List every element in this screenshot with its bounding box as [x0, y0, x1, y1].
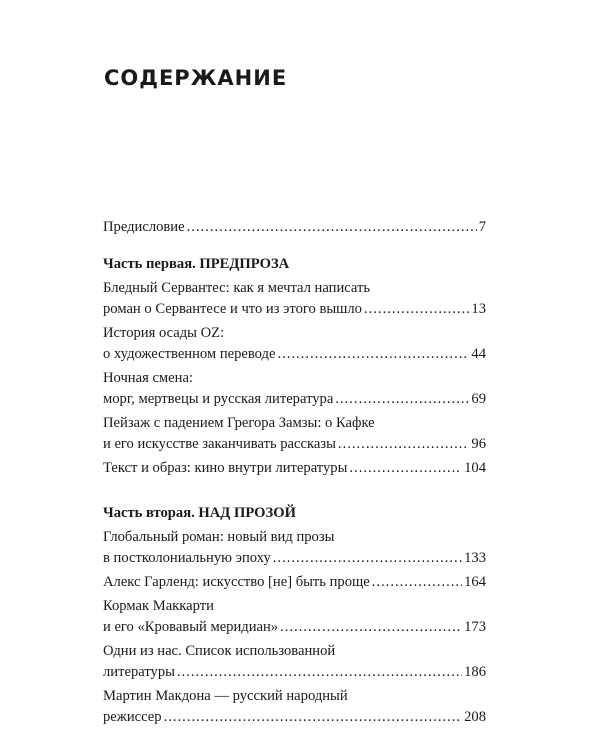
toc-entry-title-line: Кормак Маккарти [103, 598, 214, 614]
dot-leader [349, 458, 462, 479]
page-number: 96 [471, 436, 486, 452]
toc-entry[interactable] [103, 413, 486, 455]
toc-entry-title-line: Алекс Гарленд: искусство [не] быть проще [103, 574, 370, 590]
toc-entry-title-line: Ночная смена: [103, 370, 193, 386]
page-number: 13 [471, 301, 486, 317]
page-title: СОДЕРЖАНИЕ [104, 66, 288, 90]
toc-entry-title-line: режиссер [103, 709, 162, 725]
toc-entry[interactable] [103, 641, 486, 683]
toc-entry-title-line: о художественном переводе [103, 346, 276, 362]
table-of-contents [103, 217, 486, 731]
toc-entry-title-line: Глобальный роман: новый вид прозы [103, 529, 335, 545]
toc-entry-title-line: Мартин Макдона — русский народный [103, 688, 348, 704]
toc-entry[interactable] [103, 572, 486, 593]
toc-entry[interactable] [103, 596, 486, 638]
toc-entry-title-line: и его искусстве заканчивать рассказы [103, 436, 336, 452]
dot-leader [187, 217, 477, 238]
toc-entry[interactable] [103, 368, 486, 410]
toc-entry[interactable] [103, 686, 486, 728]
page-number: 208 [464, 709, 486, 725]
part-heading-1: Часть первая. ПРЕДПРОЗА [103, 256, 290, 272]
toc-entry-title-line: литературы [103, 664, 175, 680]
toc-entry-title-line: морг, мертвецы и русская литература [103, 391, 334, 407]
dot-leader [338, 434, 469, 455]
toc-entry-title-line: и его «Кровавый меридиан» [103, 619, 279, 635]
toc-entry[interactable] [103, 323, 486, 365]
page-number: 186 [464, 664, 486, 680]
dot-leader [164, 707, 463, 728]
toc-entry-title-line: Текст и образ: кино внутри литературы [103, 460, 348, 476]
toc-entry-preface[interactable] [103, 217, 486, 238]
toc-entry-title-line: в постколониальную эпоху [103, 550, 271, 566]
dot-leader [280, 617, 462, 638]
dot-leader [177, 662, 462, 683]
dot-leader [273, 548, 462, 569]
dot-leader [364, 299, 469, 320]
page-number: 69 [471, 391, 486, 407]
page-number: 164 [464, 574, 486, 590]
dot-leader [335, 389, 469, 410]
page-number: 133 [464, 550, 486, 566]
page-number: 104 [464, 460, 486, 476]
dot-leader [372, 572, 462, 593]
dot-leader [277, 344, 469, 365]
toc-entry-title-line: История осады OZ: [103, 325, 225, 341]
page-number: 173 [464, 619, 486, 635]
part-heading-2: Часть вторая. НАД ПРОЗОЙ [103, 505, 296, 521]
page-number: 7 [478, 219, 486, 235]
toc-entry-title-line: Пейзаж с падением Грегора Замзы: о Кафке [103, 415, 375, 431]
toc-entry-title: Предисловие [103, 219, 185, 235]
toc-entry-title-line: роман о Сервантесе и что из этого вышло [103, 301, 362, 317]
page-number: 44 [471, 346, 486, 362]
toc-entry-title-line: Бледный Сервантес: как я мечтал написать [103, 280, 371, 296]
toc-entry-title-line: Одни из нас. Список использованной [103, 643, 336, 659]
toc-entry[interactable] [103, 278, 486, 320]
toc-entry[interactable] [103, 527, 486, 569]
toc-entry[interactable] [103, 458, 486, 479]
